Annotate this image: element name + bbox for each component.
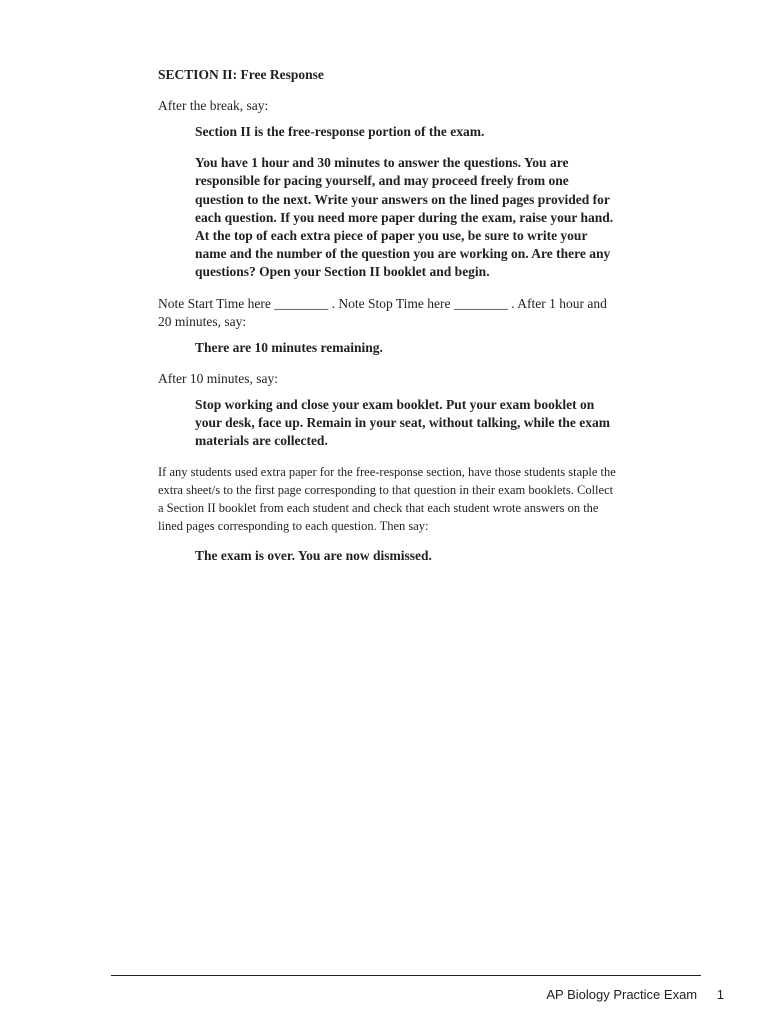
- footer-divider: [111, 975, 701, 976]
- script-dismissed: The exam is over. You are now dismissed.: [195, 548, 432, 564]
- script-time-allowed: You have 1 hour and 30 minutes to answer the questions. You are responsible for pacing yourself, and may proceed freely from one question to the next. Write your answers on the lined pages provided for each question. If you need more paper during the exam, raise your hand. At the top of each extra piece of paper you use, be sure to write your name and the number of the question you are working on. Are there any questions? Open your Section II booklet and begin.: [195, 155, 614, 280]
- section-heading: SECTION II: Free Response: [158, 67, 324, 82]
- page-content: [158, 66, 618, 579]
- instruction-note-time: Note Start Time here ________ . Note Stop Time here ________ . After 1 hour and 20 minutes, say:: [158, 295, 607, 329]
- script-ten-minutes: There are 10 minutes remaining.: [195, 339, 383, 355]
- page-number: 1: [716, 987, 724, 1002]
- script-stop-working: Stop working and close your exam booklet. Put your exam booklet on your desk, face up. Remain in your seat, without talking, while the exam materials are collected.: [195, 396, 611, 449]
- footer-title: AP Biology Practice Exam: [546, 987, 698, 1002]
- instruction-after-break: After the break, say:: [158, 98, 269, 113]
- page-footer: [546, 986, 724, 1004]
- script-section-intro: Section II is the free-response portion of the exam.: [195, 124, 485, 139]
- instruction-after-ten-minutes: After 10 minutes, say:: [158, 370, 278, 386]
- instruction-extra-paper: If any students used extra paper for the free-response section, have those students staple the extra sheet/s to the first page corresponding to that question in their exam booklets. Collect a Section II booklet from each student and check that each student wrote answers on the lined pages corresponding to each question. Then say:: [158, 465, 616, 534]
